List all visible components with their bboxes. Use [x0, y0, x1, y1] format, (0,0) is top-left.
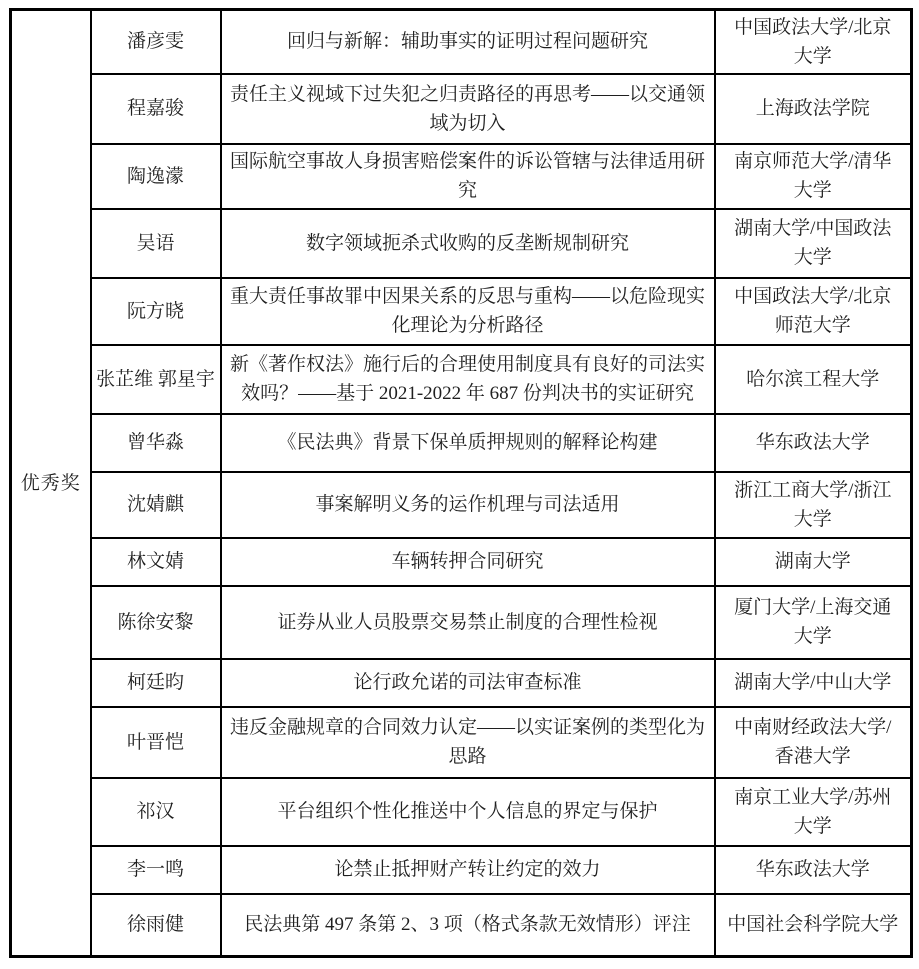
paper-title-cell: 数字领域扼杀式收购的反垄断规制研究	[221, 209, 715, 278]
university-cell: 南京工业大学/苏州大学	[715, 778, 912, 846]
paper-title-cell: 事案解明义务的运作机理与司法适用	[221, 472, 715, 538]
author-name-cell: 吴语	[91, 209, 221, 278]
table-row	[11, 10, 912, 74]
table-row	[11, 846, 912, 894]
table-row	[11, 345, 912, 414]
university-cell: 南京师范大学/清华大学	[715, 144, 912, 209]
university-cell: 湖南大学/中国政法大学	[715, 209, 912, 278]
awards-table	[9, 8, 913, 958]
university-cell: 中国政法大学/北京师范大学	[715, 278, 912, 345]
author-name-cell: 祁汉	[91, 778, 221, 846]
table-row	[11, 278, 912, 345]
author-name-cell: 阮方晓	[91, 278, 221, 345]
paper-title-cell: 重大责任事故罪中因果关系的反思与重构——以危险现实化理论为分析路径	[221, 278, 715, 345]
university-cell: 中国政法大学/北京大学	[715, 10, 912, 74]
table-row	[11, 586, 912, 659]
author-name-cell: 程嘉骏	[91, 74, 221, 144]
university-cell: 哈尔滨工程大学	[715, 345, 912, 414]
paper-title-cell: 新《著作权法》施行后的合理使用制度具有良好的司法实效吗？——基于 2021-2022 年 687 份判决书的实证研究	[221, 345, 715, 414]
university-cell: 浙江工商大学/浙江大学	[715, 472, 912, 538]
university-cell: 上海政法学院	[715, 74, 912, 144]
author-name-cell: 曾华淼	[91, 414, 221, 472]
paper-title-cell: 《民法典》背景下保单质押规则的解释论构建	[221, 414, 715, 472]
paper-title-cell: 责任主义视域下过失犯之归责路径的再思考——以交通领域为切入	[221, 74, 715, 144]
table-row	[11, 778, 912, 846]
table-row	[11, 472, 912, 538]
university-cell: 厦门大学/上海交通大学	[715, 586, 912, 659]
paper-title-cell: 回归与新解：辅助事实的证明过程问题研究	[221, 10, 715, 74]
paper-title-cell: 国际航空事故人身损害赔偿案件的诉讼管辖与法律适用研究	[221, 144, 715, 209]
author-name-cell: 林文婧	[91, 538, 221, 586]
author-name-cell: 柯廷昀	[91, 659, 221, 707]
university-cell: 中国社会科学院大学	[715, 894, 912, 957]
table-row	[11, 414, 912, 472]
paper-title-cell: 证券从业人员股票交易禁止制度的合理性检视	[221, 586, 715, 659]
table-row	[11, 707, 912, 778]
table-row	[11, 74, 912, 144]
university-cell: 中南财经政法大学/香港大学	[715, 707, 912, 778]
paper-title-cell: 车辆转押合同研究	[221, 538, 715, 586]
table-row	[11, 659, 912, 707]
author-name-cell: 徐雨健	[91, 894, 221, 957]
author-name-cell: 李一鸣	[91, 846, 221, 894]
paper-title-cell: 论禁止抵押财产转让约定的效力	[221, 846, 715, 894]
paper-title-cell: 论行政允诺的司法审查标准	[221, 659, 715, 707]
author-name-cell: 沈婧麒	[91, 472, 221, 538]
university-cell: 华东政法大学	[715, 414, 912, 472]
paper-title-cell: 民法典第 497 条第 2、3 项（格式条款无效情形）评注	[221, 894, 715, 957]
paper-title-cell: 平台组织个性化推送中个人信息的界定与保护	[221, 778, 715, 846]
university-cell: 华东政法大学	[715, 846, 912, 894]
table-row	[11, 538, 912, 586]
author-name-cell: 叶晋恺	[91, 707, 221, 778]
table-row	[11, 894, 912, 957]
paper-title-cell: 违反金融规章的合同效力认定——以实证案例的类型化为思路	[221, 707, 715, 778]
table-row	[11, 144, 912, 209]
author-name-cell: 张芷维 郭星宇	[91, 345, 221, 414]
university-cell: 湖南大学/中山大学	[715, 659, 912, 707]
author-name-cell: 潘彦雯	[91, 10, 221, 74]
university-cell: 湖南大学	[715, 538, 912, 586]
author-name-cell: 陶逸濛	[91, 144, 221, 209]
author-name-cell: 陈徐安黎	[91, 586, 221, 659]
award-category-cell: 优秀奖	[11, 10, 91, 957]
table-row	[11, 209, 912, 278]
